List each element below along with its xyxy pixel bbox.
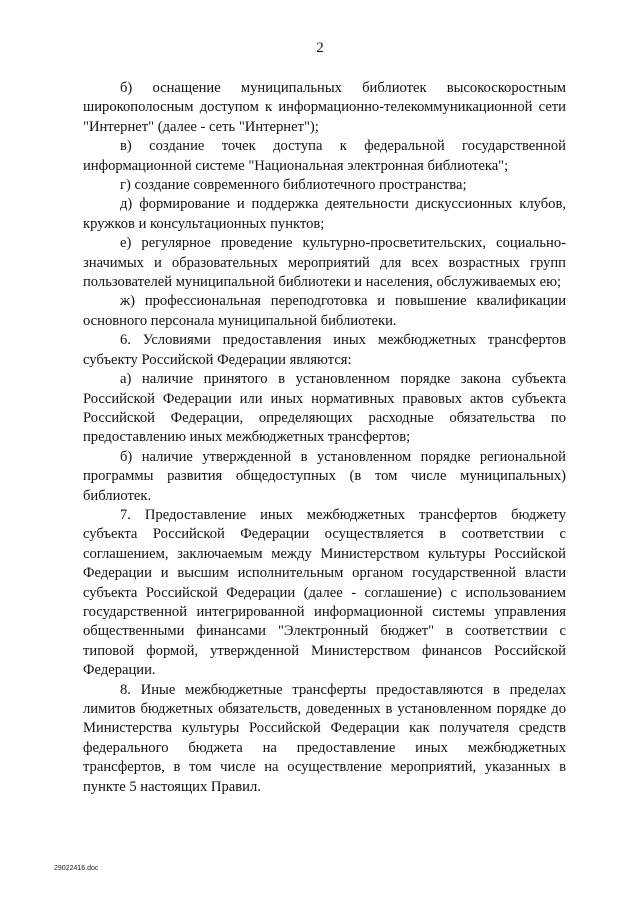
paragraph-b-program: б) наличие утвержденной в установленном порядке региональной программы развития общедоступных (в том числе муниципальных) библиотек. — [83, 448, 566, 504]
paragraph-6-conditions: 6. Условиями предоставления иных межбюджетных трансфертов субъекту Российской Федерации являются: — [83, 332, 566, 368]
document-body — [83, 79, 566, 797]
paragraph-d-clubs: д) формирование и поддержка деятельности дискуссионных клубов, кружков и консультационных пунктов; — [83, 196, 566, 232]
paragraph-8-limits: 8. Иные межбюджетные трансферты предоставляются в пределах лимитов бюджетных обязательств, доведенных в установленном порядке до Министерства культуры Российской Федерации как получателя средств федерального бюджета на предоставление иных межбюджетных трансфертов, в том числе на осуществление мероприятий, указанных в пункте 5 настоящих Правил. — [83, 681, 566, 795]
paragraph-v-access-points: в) создание точек доступа к федеральной государственной информационной системе "Национальная электронная библиотека"; — [83, 138, 566, 174]
paragraph-e-events: е) регулярное проведение культурно-просветительских, социально-значимых и образовательных мероприятий для всех возрастных групп пользователей муниципальной библиотеки и населения, обслуживаемых ею; — [83, 235, 566, 291]
paragraph-b-equipment: б) оснащение муниципальных библиотек высокоскоростным широкополосным доступом к информационно-телекоммуникационной сети "Интернет" (далее - сеть "Интернет"); — [83, 80, 566, 135]
paragraph-g-library-space: г) создание современного библиотечного пространства; — [120, 177, 467, 194]
paragraph-zh-training: ж) профессиональная переподготовка и повышение квалификации основного персонала муниципальной библиотеки. — [83, 293, 566, 329]
footer-filename: 29022416.doc — [54, 865, 99, 872]
paragraph-a-law: а) наличие принятого в установленном порядке закона субъекта Российской Федерации или иных нормативных правовых актов субъекта Российской Федерации, определяющих расходные обязательства по предоставлению иных межбюджетных трансфертов; — [83, 371, 566, 446]
page-number: 2 — [316, 40, 324, 56]
paragraph-7-agreement: 7. Предоставление иных межбюджетных трансфертов бюджету субъекта Российской Федерации осуществляется в соответствии с соглашением, заключаемым между Министерством культуры Российской Федерации и высшим исполнительным органом государственной власти субъекта Российской Федерации (далее - соглашение) с использованием государственной интегрированной информационной системы управления общественными финансами "Электронный бюджет" в соответствии с типовой формой, утвержденной Министерством финансов Российской Федерации. — [83, 506, 566, 679]
